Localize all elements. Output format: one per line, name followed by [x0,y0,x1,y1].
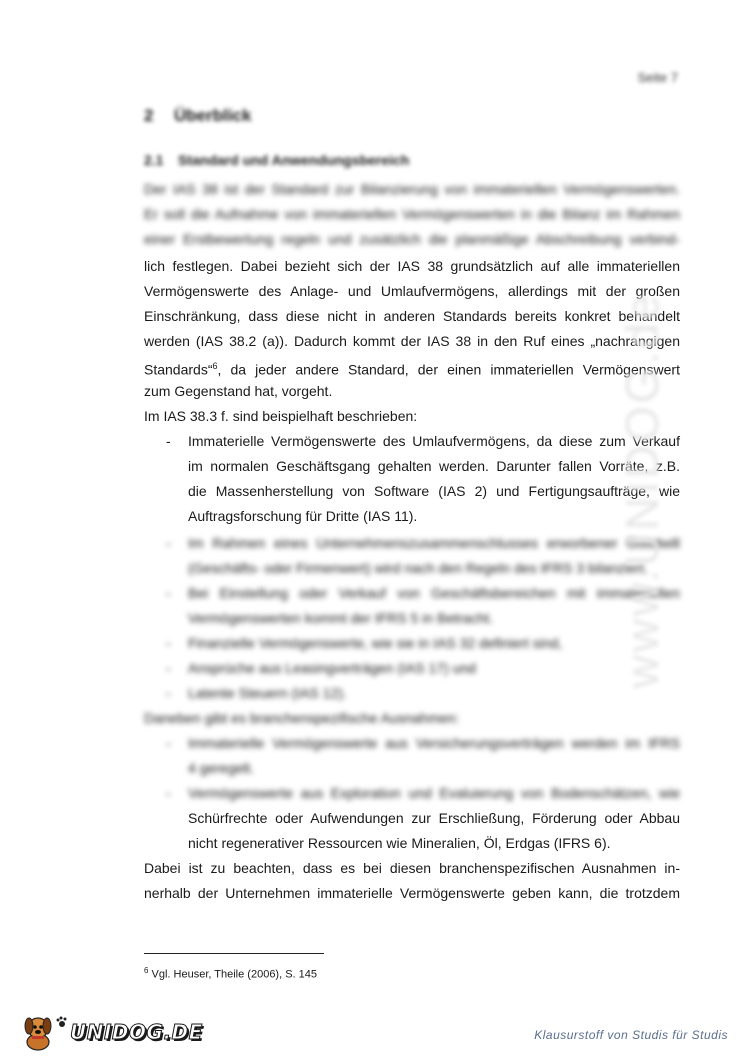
text-line: die Massenherstellung von Software (IAS 2) und Fertigungsaufträge, wie [188,483,680,499]
intro-line: Im IAS 38.3 f. sind beispielhaft beschrieben: [144,408,418,424]
bullet-dash: - [166,735,171,751]
footer-slogan: Klausurstoff von Studis für Studis [534,1028,728,1042]
chapter-heading [144,106,251,126]
text-line: Latente Steuern (IAS 12). [188,685,347,701]
text-line: Der IAS 38 ist der Standard zur Bilanzierung von immateriellen Vermögenswerten. [144,181,680,197]
chapter-title: Überblick [174,106,252,125]
text-line: (Geschäfts- oder Firmenwert) wird nach den Regeln des IFRS 3 bilanziert. [188,560,648,576]
bullet-dash: - [166,585,171,601]
bullet-dash: - [166,660,171,676]
footnote-marker: 6 [212,361,218,371]
paragraph-visible [144,254,680,429]
text-line: lich festlegen. Dabei bezieht sich der IAS 38 grundsätzlich auf alle immateriellen [144,258,680,274]
text-line: Einschränkung, dass diese nicht in anderen Standards bereits konkret behandelt [144,308,680,324]
section-title: Standard und Anwendungsbereich [178,152,410,168]
text-line: Immaterielle Vermögenswerte aus Versicherungsverträgen werden im IFRS [188,735,680,751]
section-heading [144,152,409,168]
footnote-rule [144,953,324,954]
paw-icon [56,1015,68,1029]
text-line: im normalen Geschäftsgang gehalten werden. Darunter fallen Vorräte, z.B. [188,458,680,474]
footnote-text: Vgl. Heuser, Theile (2006), S. 145 [148,968,318,981]
text-line: Schürfrechte oder Aufwendungen zur Erschließung, Förderung oder Abbau [188,810,680,826]
text-line: Bei Einstellung oder Verkauf von Geschäftsbereichen mit immateriellen [188,585,680,601]
watermark-text: www.UNIDOG.de [616,291,668,689]
logo-wordmark: UNIDOG.DE [70,1020,203,1044]
bullet-dash: - [166,535,171,551]
text-line: nicht regenerativer Ressourcen wie Mineralien, Öl, Erdgas (IFRS 6). [188,835,611,851]
footnote [144,966,317,981]
chapter-number: 2 [144,106,154,125]
text-line: Ansprüche aus Leasingverträgen (IAS 17) und [188,660,476,676]
text-line: zum Gegenstand hat, vorgeht. [144,383,333,399]
text-line: 4 geregelt. [188,760,255,776]
text-line: Vermögenswerten kommt der IFRS 5 in Betracht. [188,610,494,626]
text-line: werden (IAS 38.2 (a)). Dadurch kommt der IAS 38 in den Ruf eines „nachrangigen [144,333,680,349]
footnote-number: 6 [144,966,149,975]
text-line: Finanzielle Vermögenswerte, wie sie in IAS 32 definiert sind, [188,635,563,651]
standards-rest: , da jeder andere Standard, der einen immateriellen Vermögenswert [217,361,680,378]
text-line: Daneben gibt es branchenspezifische Ausnahmen: [144,710,460,726]
section-number: 2.1 [144,152,164,168]
text-line: einer Erstbewertung regeln und zusätzlich die planmäßige Abschreibung verbind- [144,231,680,247]
blurred-paragraph-start [144,177,680,252]
page-number: Seite 7 [637,70,678,85]
standards-word: Standards“ [144,361,213,378]
bullet-dash: - [166,433,171,449]
unidog-logo[interactable] [22,1010,203,1054]
text-line: Im Rahmen eines Unternehmenszusammenschlusses erworbener Goodwill [188,535,680,551]
text-line: Dabei ist zu beachten, dass es bei diesen branchenspezifischen Ausnahmen in- [144,860,680,876]
bullet-dash: - [166,785,171,801]
text-line: nerhalb der Unternehmen immaterielle Vermögenswerte geben kann, die trotzdem [144,885,680,901]
text-line: Vermögenswerte des Anlage- und Umlaufvermögens, allerdings mit der großen [144,283,680,299]
closing-paragraph [144,856,680,906]
text-line: Vermögenswerte aus Exploration und Evaluierung von Bodenschätzen, wie [188,785,680,801]
bullet-dash: - [166,685,171,701]
bullet-dash: - [166,635,171,651]
daneben-line [144,706,680,731]
text-line: Er soll die Aufnahme von immateriellen Vermögenswerten in die Bilanz im Rahmen [144,206,680,222]
text-line-with-footnote [144,354,680,379]
text-line: Auftragsforschung für Dritte (IAS 11). [188,508,418,524]
text-line: Immaterielle Vermögenswerte des Umlaufvermögens, da diese zum Verkauf [188,433,680,449]
dog-mascot-icon [22,1012,56,1052]
